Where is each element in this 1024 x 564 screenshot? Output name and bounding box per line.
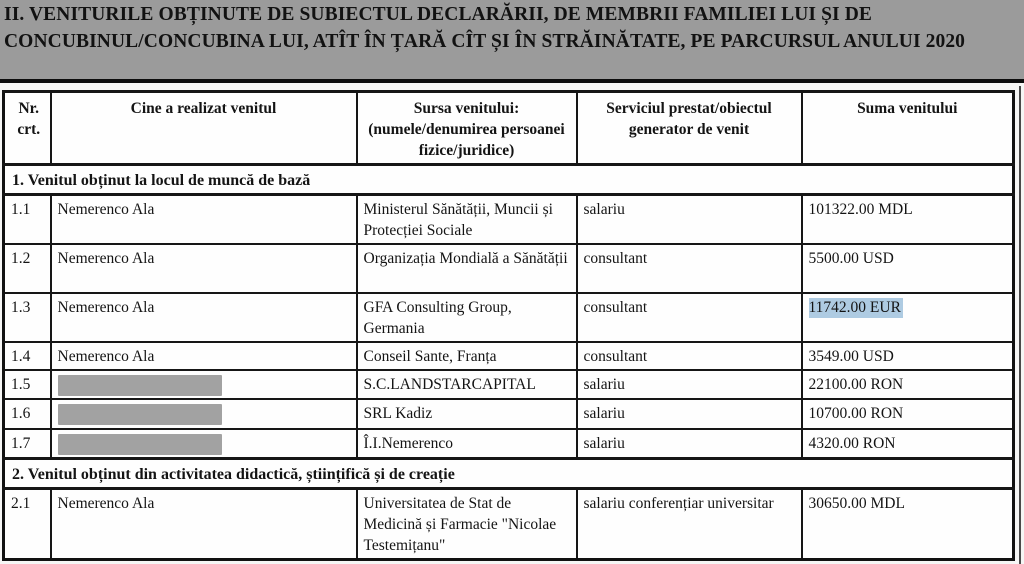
- amount-cell: 3549.00 USD: [802, 342, 1014, 370]
- amount-cell: 4320.00 RON: [802, 429, 1014, 459]
- amount-cell: 22100.00 RON: [802, 370, 1014, 399]
- table-row: [4, 195, 1014, 245]
- row-number-cell: 1.5: [4, 370, 51, 399]
- section-1-title: 1. Venitul obținut la locul de muncă de bază: [4, 165, 1014, 195]
- service-cell: consultant: [577, 293, 802, 342]
- amount-cell: 10700.00 RON: [802, 399, 1014, 429]
- source-cell: Ministerul Sănătății, Muncii și Protecției Sociale: [357, 195, 577, 245]
- earner-cell: Nemerenco Ala: [51, 342, 357, 370]
- section-row-2: [4, 459, 1014, 489]
- source-cell: Organizația Mondială a Sănătății: [357, 244, 577, 293]
- earner-cell: [51, 370, 357, 399]
- income-table: [2, 90, 1015, 561]
- col-header-amount: Suma venitului: [802, 92, 1014, 165]
- amount-cell: [802, 293, 1014, 342]
- section-title: II. VENITURILE OBȚINUTE DE SUBIECTUL DECLARĂRII, DE MEMBRII FAMILIEI LUI ȘI DE CONCUBINUL/CONCUBINA LUI, ATÎT ÎN ȚARĂ CÎT ȘI ÎN STRĂINĂTATE, PE PARCURSUL ANULUI 2020: [4, 4, 966, 52]
- earner-cell: [51, 429, 357, 459]
- row-number-cell: 1.2: [4, 244, 51, 293]
- service-cell: salariu: [577, 370, 802, 399]
- service-cell: salariu conferențiar universitar: [577, 489, 802, 560]
- amount-cell: 5500.00 USD: [802, 244, 1014, 293]
- section-2-title: 2. Venitul obținut din activitatea didactică, științifică și de creație: [4, 459, 1014, 489]
- source-cell: S.C.LANDSTARCAPITAL: [357, 370, 577, 399]
- earner-cell: Nemerenco Ala: [51, 195, 357, 245]
- section-title-band: [0, 0, 1024, 83]
- table-header-row: [4, 92, 1014, 165]
- row-number-cell: 1.7: [4, 429, 51, 459]
- earner-cell: [51, 399, 357, 429]
- service-cell: salariu: [577, 399, 802, 429]
- col-header-earner: Cine a realizat venitul: [51, 92, 357, 165]
- redacted-earner-box: [58, 404, 222, 425]
- row-number-cell: 1.6: [4, 399, 51, 429]
- page-edge-line: [1019, 86, 1021, 564]
- service-cell: salariu: [577, 429, 802, 459]
- selected-amount-highlight: 11742.00 EUR: [808, 299, 901, 316]
- amount-cell: 30650.00 MDL: [802, 489, 1014, 560]
- source-cell: Î.I.Nemerenco: [357, 429, 577, 459]
- table-row: [4, 342, 1014, 370]
- table-row: [4, 399, 1014, 429]
- source-cell: GFA Consulting Group, Germania: [357, 293, 577, 342]
- table-row: [4, 370, 1014, 399]
- row-number-cell: 1.1: [4, 195, 51, 245]
- service-cell: salariu: [577, 195, 802, 245]
- section-row-1: [4, 165, 1014, 195]
- row-number-cell: 1.4: [4, 342, 51, 370]
- col-header-service: Serviciul prestat/obiectul generator de venit: [577, 92, 802, 165]
- earner-cell: Nemerenco Ala: [51, 244, 357, 293]
- row-number-cell: 2.1: [4, 489, 51, 560]
- redacted-earner-box: [58, 375, 222, 396]
- table-row: [4, 244, 1014, 293]
- amount-cell: 101322.00 MDL: [802, 195, 1014, 245]
- table-row: [4, 293, 1014, 342]
- redacted-earner-box: [58, 434, 222, 455]
- table-row: [4, 489, 1014, 560]
- earner-cell: Nemerenco Ala: [51, 489, 357, 560]
- source-cell: Universitatea de Stat de Medicină și Farmacie "Nicolae Testemițanu": [357, 489, 577, 560]
- source-cell: Conseil Sante, Franța: [357, 342, 577, 370]
- table-row: [4, 429, 1014, 459]
- col-header-source: Sursa venitului: (numele/denumirea persoanei fizice/juridice): [357, 92, 577, 165]
- row-number-cell: 1.3: [4, 293, 51, 342]
- source-cell: SRL Kadiz: [357, 399, 577, 429]
- service-cell: consultant: [577, 244, 802, 293]
- col-header-nr: Nr. crt.: [4, 92, 51, 165]
- earner-cell: Nemerenco Ala: [51, 293, 357, 342]
- service-cell: consultant: [577, 342, 802, 370]
